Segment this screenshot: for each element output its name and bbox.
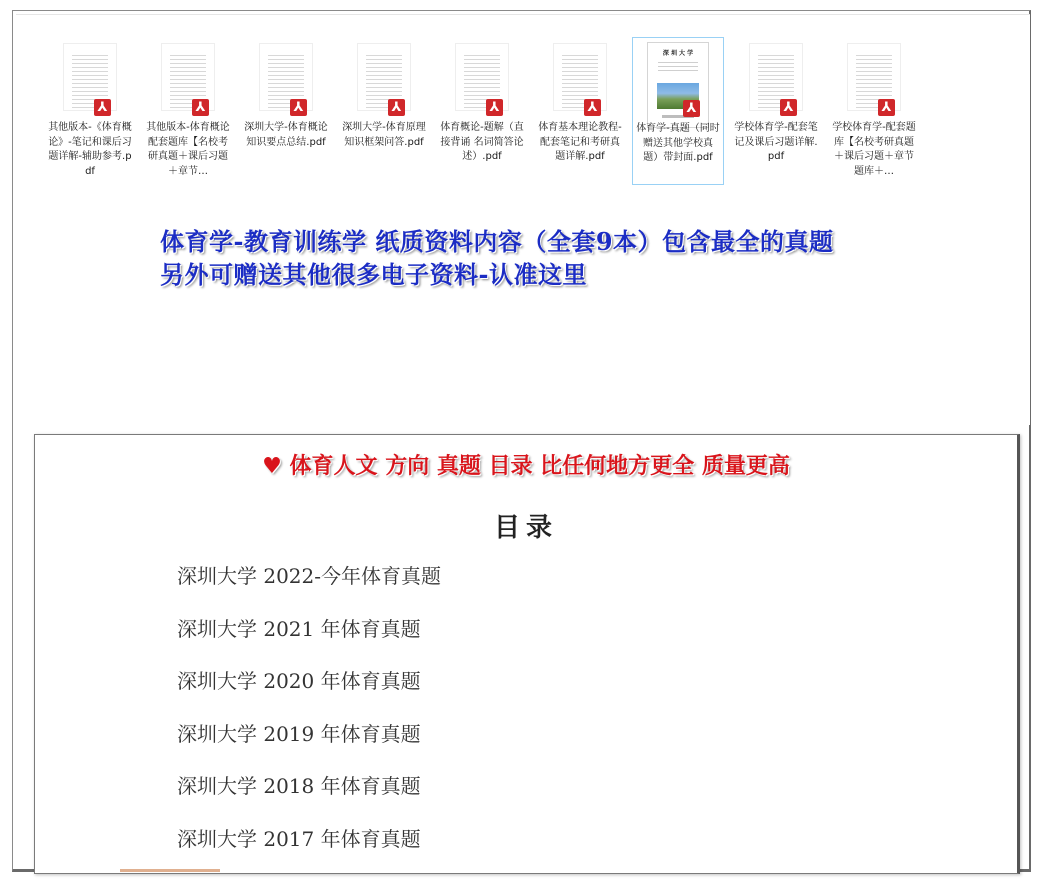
pdf-icon: ⅄ [780,99,797,116]
file-name: 学校体育学-配套题库【名校考研真题＋课后习题＋章节题库＋… [832,122,916,177]
pdf-icon: ⅄ [486,99,503,116]
file-item-selected[interactable] [632,37,724,185]
bottom-accent-strip [120,869,220,872]
cover-title: 深 圳 大 学 [662,50,694,57]
file-name: 其他版本-《体育概论》-笔记和课后习题详解-辅助参考.pdf [48,122,132,177]
pdf-icon: ⅄ [192,99,209,116]
toc-item: 深圳大学 2017 年体育真题 [177,826,421,851]
file-item[interactable] [142,37,234,185]
cover-text-lines [658,59,698,73]
file-name: 其他版本-体育概论配套题库【名校考研真题＋课后习题＋章节… [146,122,230,177]
toc-title: 目录 [493,513,558,543]
file-name: 体育基本理论教程-配套笔记和考研真题详解.pdf [538,122,622,162]
file-name: 深圳大学-体育概论知识要点总结.pdf [244,122,328,148]
toc-item: 深圳大学 2019 年体育真题 [177,721,421,746]
toc-item: 深圳大学 2020 年体育真题 [177,669,421,693]
promo-line-2: 另外可赠送其他很多电子资料-认准这里 [160,260,587,289]
toc-item: 深圳大学 2022-今年体育真题 [177,564,442,588]
file-name: 深圳大学-体育原理知识框架问答.pdf [342,122,426,148]
file-name: 体育概论-题解（直接背诵 名词简答论述）.pdf [440,122,524,162]
file-item[interactable] [44,37,136,185]
file-item[interactable] [828,37,920,185]
file-explorer-pane [16,14,1030,425]
toc-item: 深圳大学 2018 年体育真题 [177,774,421,798]
file-item[interactable] [436,37,528,185]
pdf-icon: ⅄ [94,99,111,116]
pdf-icon: ⅄ [878,99,895,116]
toc-item: 深圳大学 2021 年体育真题 [177,616,421,641]
file-name: 学校体育学-配套笔记及课后习题详解.pdf [734,122,818,162]
file-item[interactable] [240,37,332,185]
pdf-icon: ⅄ [388,99,405,116]
pdf-icon: ⅄ [683,100,700,117]
promo-text [160,225,960,291]
file-item[interactable] [338,37,430,185]
file-name: 体育学-真题（同时赠送其他学校真题）带封面.pdf [636,123,720,163]
document-page [34,434,1020,874]
pdf-icon: ⅄ [290,99,307,116]
pdf-icon: ⅄ [584,99,601,116]
file-item[interactable] [730,37,822,185]
toc-list [177,561,441,874]
banner-heading: ♥ 体育人文 方向 真题 目录 比任何地方更全 质量更高 [262,454,790,479]
file-item[interactable] [534,37,626,185]
promo-line-1: 体育学-教育训练学 纸质资料内容（全套9本）包含最全的真题 [160,227,834,256]
